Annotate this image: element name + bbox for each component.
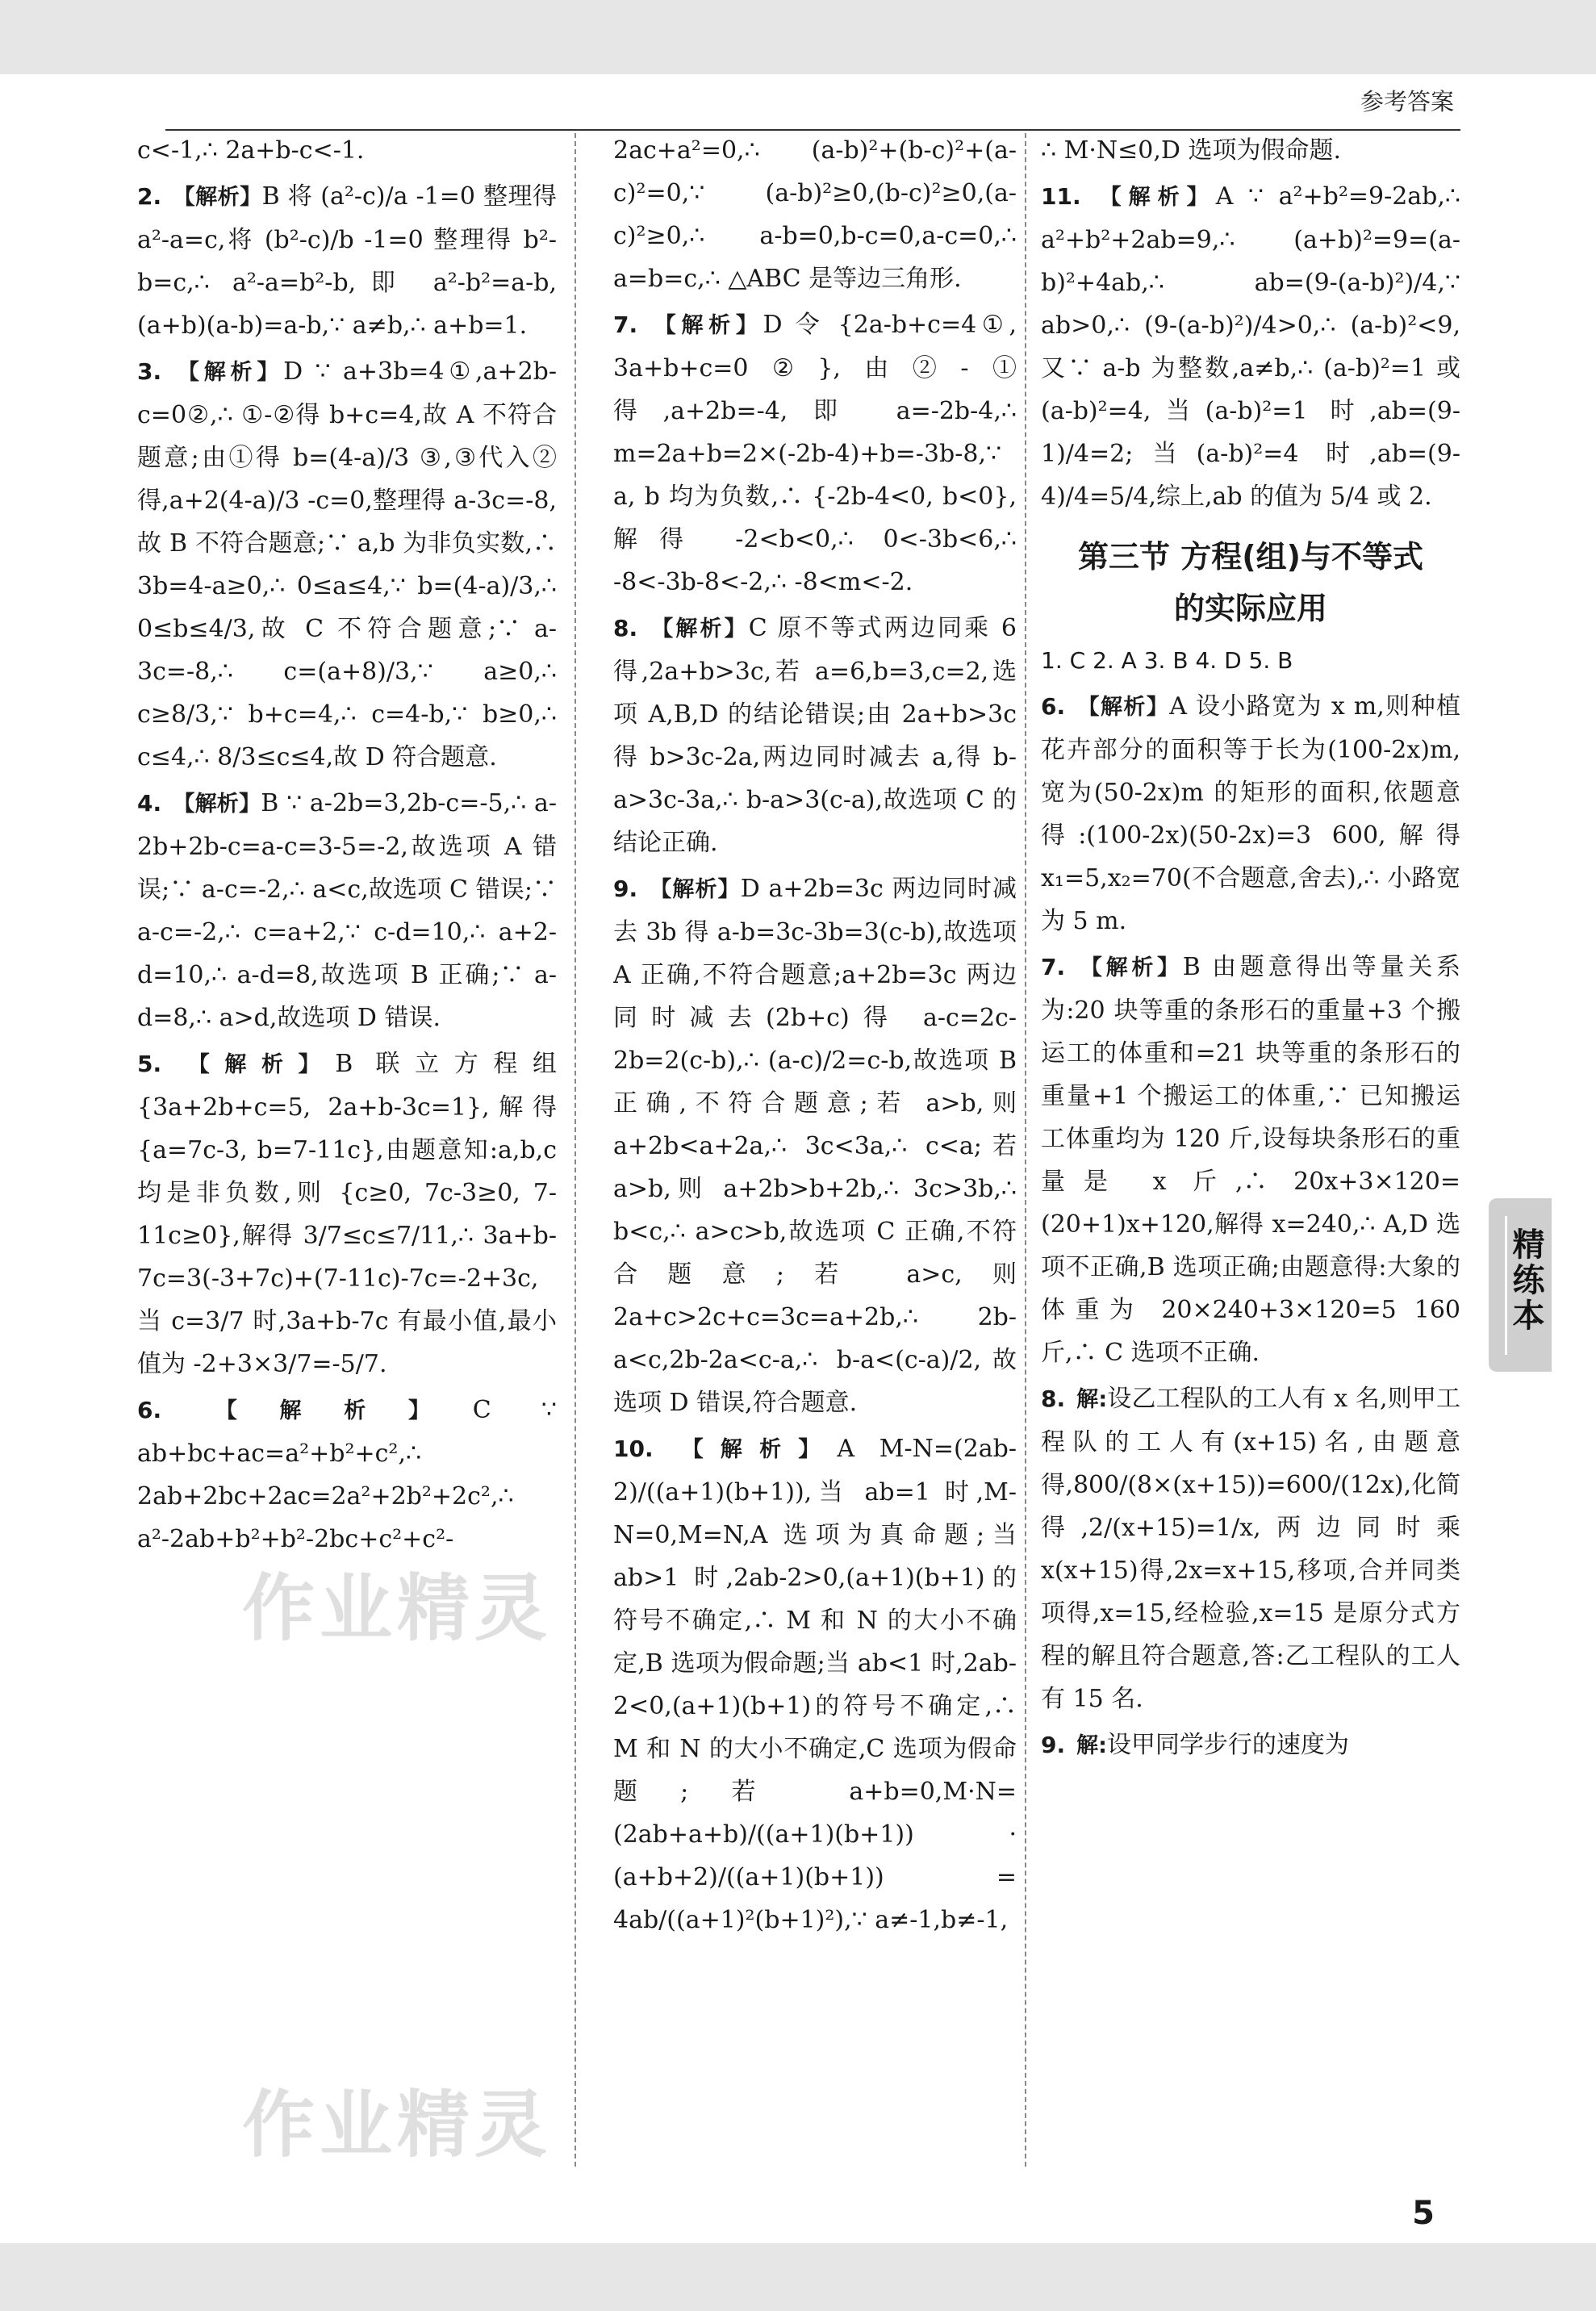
question-number: 9. (1041, 1732, 1066, 1758)
answer-item (613, 129, 1017, 300)
answer-text: B 由题意得出等量关系为:20 块等重的条形石的重量+3 个搬运工的体重和=21 块等重的条形石的重量+1 个搬运工的体重,∵ 已知搬运工体重均为 120 斤,设每块条形石的重量是 x 斤,∴ 20x+3×120=(20+1)x+120,解得 x=240,∴ A,D 选项不正确,B 选项正确;由题意得:大象的体重为 20×240+3×120=5 160 斤,∴ C 选项不正确. (1041, 953, 1460, 1367)
section-title (1041, 531, 1460, 634)
section-title-line: 的实际应用 (1173, 591, 1327, 626)
analysis-tag: 【解析】 (1076, 955, 1183, 980)
question-number: 10. (613, 1435, 654, 1462)
analysis-tag: 【解析】 (1092, 185, 1216, 210)
watermark: 作业精灵 (242, 2083, 552, 2167)
answer-item (137, 129, 557, 172)
analysis-tag: 【解析】 (1076, 695, 1170, 720)
page-number: 5 (1412, 2195, 1435, 2232)
question-number: 11. (1041, 183, 1081, 210)
side-tab-frame (1505, 1216, 1548, 1355)
question-number: 8. (1041, 1385, 1066, 1412)
analysis-tag: 【解析】 (173, 360, 284, 385)
analysis-tag: 解: (1076, 1733, 1107, 1758)
answer-text: B ∵ a-2b=3,2b-c=-5,∴ a-2b+2b-c=a-c=3-5=-2,故选项 A 错误;∵ a-c=-2,∴ a<c,故选项 C 错误;∵ a-c=-2,∴ c=a+2,∵ c-d=10,∴ a+2-d=10,∴ a-d=8,故选项 B 正确;∵ a-d=8,∴ a>d,故选项 D 错误. (137, 789, 557, 1032)
answer-text: 2ac+a²=0,∴ (a-b)²+(b-c)²+(a-c)²=0,∵ (a-b)²≥0,(b-c)²≥0,(a-c)²≥0,∴ a-b=0,b-c=0,a-c=0,∴ a=b=c,∴ △ABC 是等边三角形. (613, 136, 1017, 293)
answer-item (1041, 685, 1460, 942)
question-number: 4. (137, 790, 162, 817)
answer-text: B 将 (a²-c)/a -1=0 整理得 a²-a=c,将 (b²-c)/b -1=0 整理得 b²-b=c,∴ a²-a=b²-b,即 a²-b²=a-b,(a+b)(a-b)=a-b,∵ a≠b,∴ a+b=1. (137, 182, 557, 340)
answer-item (613, 607, 1017, 864)
question-number: 6. (137, 1397, 162, 1423)
answer-text: B 联立方程组 {3a+2b+c=5, 2a+b-3c=1},解得 {a=7c-3, b=7-11c},由题意知:a,b,c 均是非负数,则 {c≥0, 7c-3≥0, 7-11c≥0},解得 3/7≤c≤7/11,∴ 3a+b-7c=3(-3+7c)+(7-11c)-7c=-2+3c,当 c=3/7 时,3a+b-7c 有最小值,最小值为 -2+3×3/7=-5/7. (137, 1050, 557, 1378)
analysis-tag: 解: (1076, 1387, 1108, 1412)
answer-column-3 (1041, 129, 1460, 2171)
question-number: 9. (613, 876, 638, 902)
answer-text: c<-1,∴ 2a+b-c<-1. (137, 136, 365, 165)
side-tab-label: 精练本 (1507, 1227, 1544, 1334)
answer-text: C ∵ ab+bc+ac=a²+b²+c²,∴ 2ab+2bc+2ac=2a²+2b²+2c²,∴ a²-2ab+b²+b²-2bc+c²+c²- (137, 1396, 557, 1553)
answer-item (1041, 1377, 1460, 1720)
question-number: 7. (1041, 954, 1066, 980)
answer-item (1041, 175, 1460, 518)
answer-text: ∴ M·N≤0,D 选项为假命题. (1041, 136, 1342, 165)
answer-text: D 令 {2a-b+c=4①, 3a+b+c=0②},由②-①得,a+2b=-4,即 a=-2b-4,∴ m=2a+b=2×(-2b-4)+b=-3b-8,∵ a, b 均为负数,∴ {-2b-4<0, b<0},解得 -2<b<0,∴ 0<-3b<6,∴ -8<-3b-8<-2,∴ -8<m<-2. (613, 311, 1017, 596)
answer-item (613, 303, 1017, 604)
answer-item (613, 1427, 1017, 1941)
question-number: 5. (137, 1051, 162, 1077)
analysis-tag: 【解析】 (173, 1052, 336, 1077)
answer-column-2 (613, 129, 1017, 2171)
answer-item (137, 1043, 557, 1385)
answer-text: 设甲同学步行的速度为 (1106, 1731, 1349, 1759)
question-number: 7. (613, 311, 638, 338)
answer-column-1 (137, 129, 557, 2171)
answer-text: A ∵ a²+b²=9-2ab,∴ a²+b²+2ab=9,∴ (a+b)²=9=(a-b)²+4ab,∴ ab=(9-(a-b)²)/4,∵ ab>0,∴ (9-(a-b)²)/4>0,∴ (a-b)²<9,又∵ a-b 为整数,a≠b,∴ (a-b)²=1 或(a-b)²=4,当(a-b)²=1 时,ab=(9-1)/4=2;当(a-b)²=4 时,ab=(9-4)/4=5/4,综上,ab 的值为 5/4 或 2. (1041, 182, 1460, 511)
section-title-line: 第三节 方程(组)与不等式 (1078, 539, 1423, 575)
answer-item (1041, 129, 1460, 172)
answer-item (137, 350, 557, 779)
answer-text: D ∵ a+3b=4①,a+2b-c=0②,∴ ①-②得 b+c=4,故 A 不符合题意;由①得 b=(4-a)/3 ③,③代入②得,a+2(4-a)/3 -c=0,整理得 a-3c=-8,故 B 不符合题意;∵ a,b 为非负实数,∴ 3b=4-a≥0,∴ 0≤a≤4,∵ b=(4-a)/3,∴ 0≤b≤4/3,故 C 不符合题意;∵ a-3c=-8,∴ c=(a+8)/3,∵ a≥0,∴ c≥8/3,∵ b+c=4,∴ c=4-b,∵ b≥0,∴ c≤4,∴ 8/3≤c≤4,故 D 符合题意. (137, 357, 557, 771)
answer-text: C 原不等式两边同乘 6 得,2a+b>3c,若 a=6,b=3,c=2,选项 A,B,D 的结论错误;由 2a+b>3c 得 b>3c-2a,两边同时减去 a,得 b-a>3c-3a,∴ b-a>3(c-a),故选项 C 的结论正确. (613, 614, 1017, 857)
analysis-tag: 【解析】 (664, 1437, 838, 1462)
answer-text: 设乙工程队的工人有 x 名,则甲工程队的工人有(x+15)名,由题意得,800/(8×(x+15))=600/(12x),化简得,2/(x+15)=1/x,两边同时乘 x(x+15)得,2x=x+15,移项,合并同类项得,x=15,经检验,x=15 是原分式方程的解且符合题意,答:乙工程队的工人有 15 名. (1041, 1385, 1460, 1713)
answer-item (613, 867, 1017, 1424)
analysis-tag: 【解析】 (173, 1398, 473, 1423)
watermark: 作业精灵 (242, 1566, 552, 1651)
analysis-tag: 【解析】 (173, 185, 262, 210)
answer-item (137, 175, 557, 347)
question-number: 6. (1041, 693, 1066, 720)
analysis-tag: 【解析】 (173, 792, 261, 817)
answer-item (1041, 946, 1460, 1374)
answer-item (137, 782, 557, 1039)
side-tab (1489, 1198, 1552, 1372)
answer-item (137, 1389, 557, 1561)
page-header-title: 参考答案 (1360, 88, 1454, 115)
answer-item (1041, 1724, 1460, 1767)
quick-answers: 1. C 2. A 3. B 4. D 5. B (1041, 647, 1293, 674)
answer-text: D a+2b=3c 两边同时减去 3b 得 a-b=3c-3b=3(c-b),故选项 A 正确,不符合题意;a+2b=3c 两边同时减去(2b+c)得 a-c=2c-2b=2(c-b),∴ (a-c)/2=c-b,故选项 B 正确,不符合题意;若 a>b,则 a+2b<a+2a,∴ 3c<3a,∴ c<a;若 a>b,则 a+2b>b+2b,∴ 3c>3b,∴ b<c,∴ a>c>b,故选项 C 正确,不符合题意;若 a>c,则 2a+c>2c+c=3c=a+2b,∴ 2b-a<c,2b-2a<c-a,∴ b-a<(c-a)/2,故选项 D 错误,符合题意. (613, 875, 1017, 1417)
analysis-tag: 【解析】 (649, 313, 763, 338)
answer-text: A M-N=(2ab-2)/((a+1)(b+1)),当 ab=1 时,M-N=0,M=N,A 选项为真命题;当 ab>1 时,2ab-2>0,(a+1)(b+1)的符号不确定,∴ M 和 N 的大小不确定,B 选项为假命题;当 ab<1 时,2ab-2<0,(a+1)(b+1)的符号不确定,∴ M 和 N 的大小不确定,C 选项为假命题;若 a+b=0,M·N=(2ab+a+b)/((a+1)(b+1)) · (a+b+2)/((a+1)(b+1)) = 4ab/((a+1)²(b+1)²),∵ a≠-1,b≠-1, (613, 1435, 1017, 1934)
analysis-tag: 【解析】 (649, 616, 749, 641)
column-divider (1025, 133, 1026, 2167)
answer-text: A 设小路宽为 x m,则种植花卉部分的面积等于长为(100-2x)m,宽为(50-2x)m 的矩形的面积,依题意得:(100-2x)(50-2x)=3 600,解得 x₁=5,x₂=70(不合题意,舍去),∴ 小路宽为 5 m. (1041, 692, 1460, 935)
column-divider (574, 133, 576, 2167)
question-number: 3. (137, 358, 162, 385)
analysis-tag: 【解析】 (649, 877, 741, 902)
question-number: 2. (137, 183, 162, 210)
question-number: 8. (613, 615, 638, 641)
